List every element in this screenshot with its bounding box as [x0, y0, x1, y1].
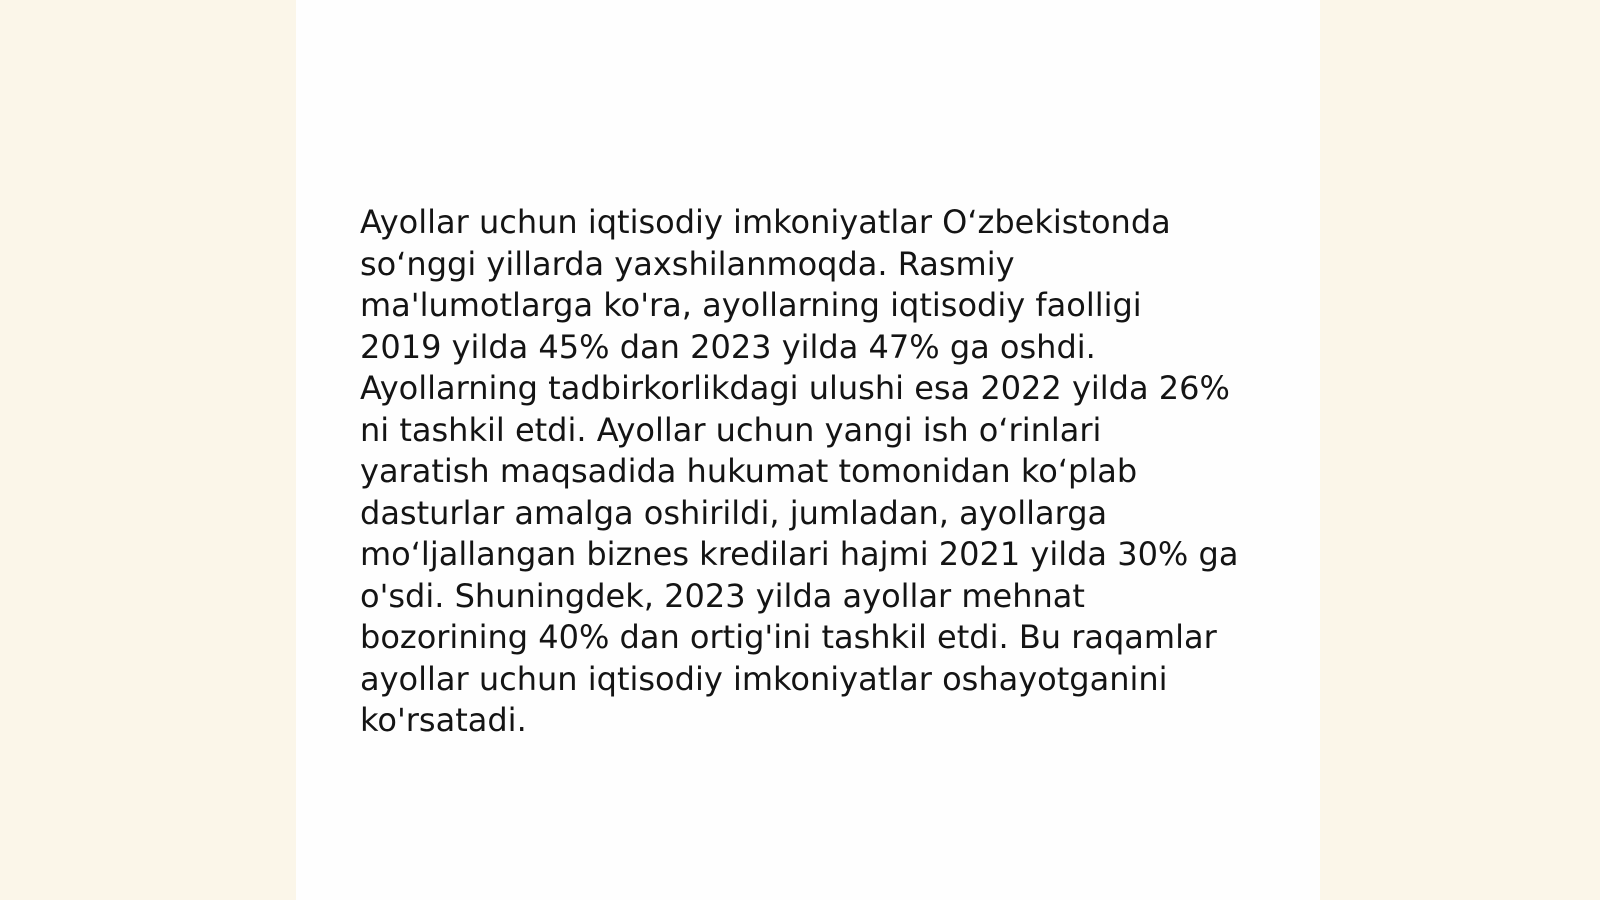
paragraph-line: ko'rsatadi.: [360, 701, 527, 739]
paragraph-line: Ayollar uchun iqtisodiy imkoniyatlar O‘zbekistonda: [360, 203, 1171, 241]
paragraph-line: so‘nggi yillarda yaxshilanmoqda. Rasmiy: [360, 244, 1015, 283]
paragraph-line: 2019 yilda 45% dan 2023 yilda 47% ga oshdi.: [360, 327, 1096, 366]
paragraph-line: mo‘ljallangan biznes kredilari hajmi 2021 yilda 30% ga: [360, 535, 1239, 573]
paragraph-line: yaratish maqsadida hukumat tomonidan ko‘plab: [360, 452, 1138, 490]
paragraph-line: Ayollarning tadbirkorlikdagi ulushi esa 2022 yilda 26%: [360, 369, 1230, 407]
paragraph-line: ma'lumotlarga ko'ra, ayollarning iqtisodiy faolligi: [360, 286, 1142, 324]
paragraph-line: dasturlar amalga oshirildi, jumladan, ayollarga: [360, 493, 1108, 532]
paragraph-line: o'sdi. Shuningdek, 2023 yilda ayollar mehnat: [360, 576, 1085, 615]
paragraph-line: bozorining 40% dan ortig'ini tashkil etdi. Bu raqamlar: [360, 618, 1217, 656]
paragraph-line: ayollar uchun iqtisodiy imkoniyatlar oshayotganini: [360, 659, 1168, 698]
paragraph-line: ni tashkil etdi. Ayollar uchun yangi ish o‘rinlari: [360, 410, 1102, 449]
document-page: [296, 0, 1320, 900]
paragraph: [360, 202, 1260, 742]
